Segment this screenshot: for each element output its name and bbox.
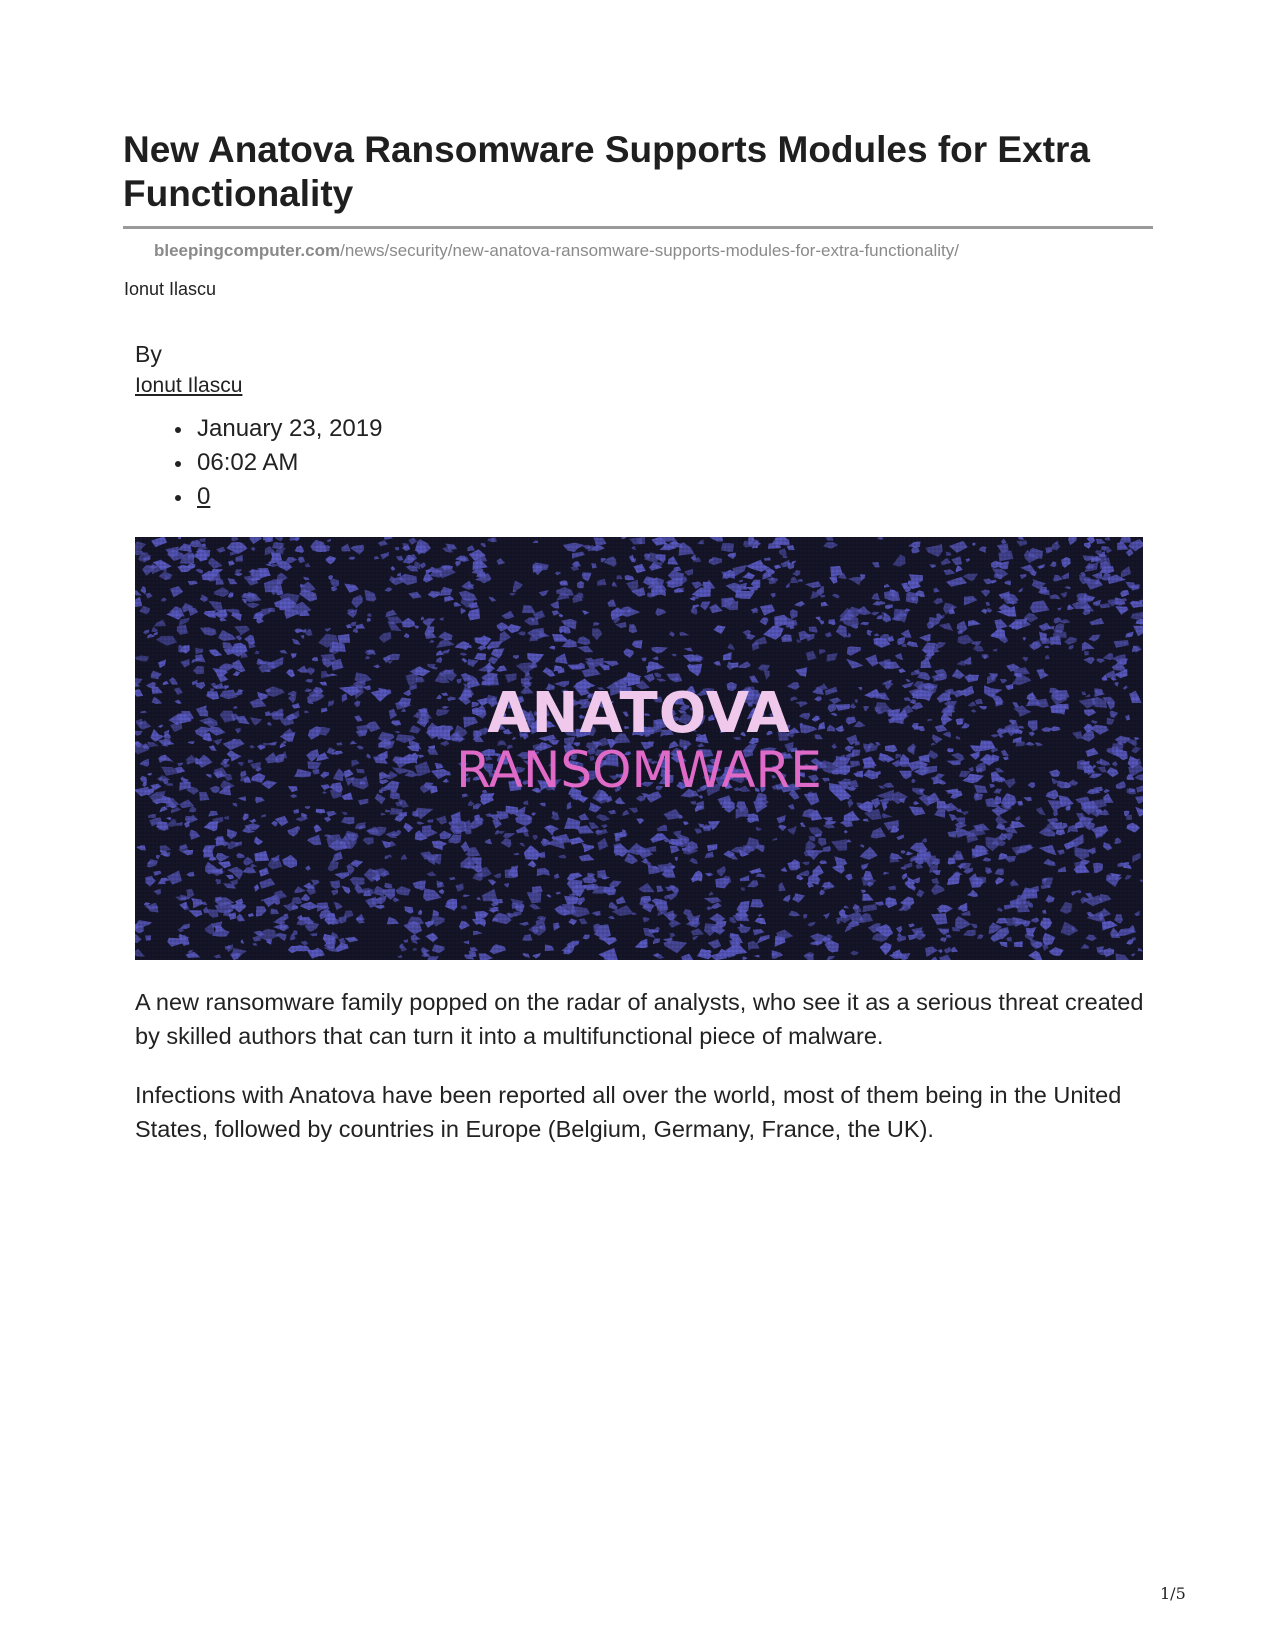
bullet-icon [175, 427, 181, 433]
bullet-icon [175, 495, 181, 501]
byline-label: By [135, 341, 162, 367]
hero-image [135, 537, 1143, 960]
source-domain[interactable]: bleepingcomputer.com [154, 241, 341, 260]
page-title: New Anatova Ransomware Supports Modules for Extra Functionality [123, 129, 1090, 214]
meta-time-item [135, 446, 382, 480]
article-paragraph-2: Infections with Anatova have been reported all over the world, most of them being in the United States, followed by countries in Europe (Belgium, Germany, France, the UK). [135, 1082, 1122, 1142]
source-path[interactable]: /news/security/new-anatova-ransomware-supports-modules-for-extra-functionality/ [340, 241, 959, 260]
author-name: Ionut Ilascu [124, 279, 217, 299]
page-number: 1/5 [1160, 1584, 1186, 1603]
article-meta-list [135, 412, 382, 514]
meta-date-item [135, 412, 382, 446]
publish-time: 06:02 AM [197, 449, 299, 476]
publish-date: January 23, 2019 [197, 415, 383, 442]
title-divider [123, 226, 1153, 229]
hero-title-line-1: ANATOVA [487, 681, 791, 746]
comments-count-link[interactable]: 0 [197, 483, 211, 510]
bullet-icon [175, 461, 181, 467]
hero-image-graphic [135, 537, 1143, 960]
meta-comments-item [135, 480, 382, 514]
article-paragraph-1: A new ransomware family popped on the radar of analysts, who see it as a serious threat created by skilled authors that can turn it into a multifunctional piece of malware. [135, 989, 1144, 1049]
hero-title-line-2: RANSOMWARE [456, 741, 822, 799]
author-link[interactable]: Ionut Ilascu [135, 374, 243, 397]
source-url[interactable] [154, 240, 959, 262]
